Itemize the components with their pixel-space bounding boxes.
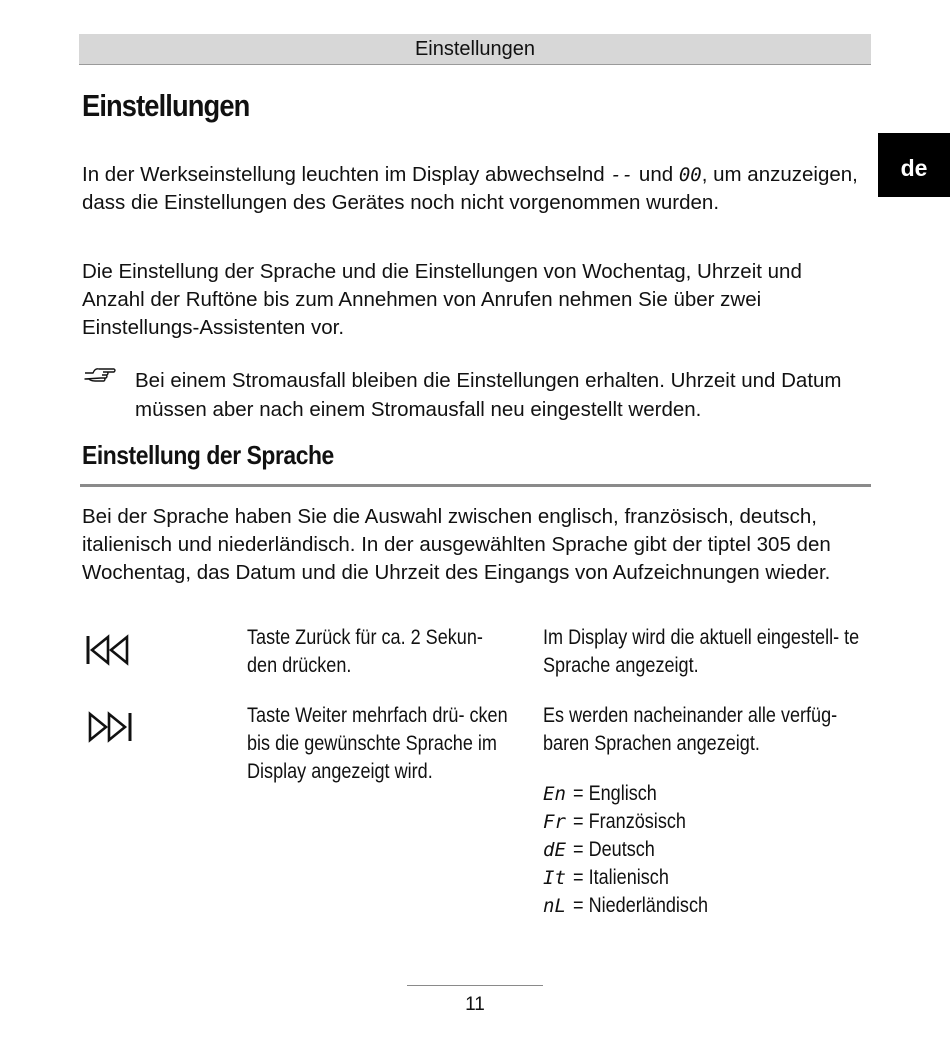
language-code: En bbox=[543, 783, 566, 805]
language-label: = Italienisch bbox=[573, 866, 669, 889]
language-label: = Französisch bbox=[573, 810, 686, 833]
skip-forward-icon bbox=[86, 711, 134, 743]
skip-back-icon bbox=[86, 634, 134, 666]
language-code: dE bbox=[543, 839, 566, 861]
step-forward-action: Taste Weiter mehrfach drü- cken bis die gewünschte Sprache im Display angezeigt wird. bbox=[247, 704, 508, 783]
display-dashes: -- bbox=[610, 164, 634, 186]
list-item bbox=[543, 864, 730, 892]
intro-text-after: , um anzuzeigen, dass die Einstellungen des Gerätes noch nicht vorgenommen wurden. bbox=[82, 163, 858, 214]
assistant-paragraph: Die Einstellung der Sprache und die Einstellungen von Wochentag, Uhrzeit und Anzahl der Ruftöne bis zum Annehmen von Anrufen nehmen Sie über zwei Einstellungs-Assistenten vor. bbox=[82, 260, 802, 339]
list-item bbox=[543, 892, 730, 920]
language-code-list bbox=[543, 780, 730, 920]
language-tab-label: de bbox=[900, 155, 928, 181]
language-code: It bbox=[543, 867, 566, 889]
section-body: Bei der Sprache haben Sie die Auswahl zwischen englisch, französisch, deutsch, italienisch und niederländisch. In der ausgewählten Sprache gibt der tiptel 305 den Wochentag, das Datum und die Uhrzeit des Eingangs von Aufzeichnungen wieder. bbox=[82, 505, 831, 584]
list-item bbox=[543, 780, 730, 808]
language-label: = Englisch bbox=[573, 782, 657, 805]
language-label: = Deutsch bbox=[573, 838, 655, 861]
section-divider bbox=[80, 484, 871, 487]
language-code: nL bbox=[543, 895, 566, 917]
footer-divider bbox=[407, 985, 543, 986]
language-code: Fr bbox=[543, 811, 566, 833]
pointing-hand-icon bbox=[83, 364, 117, 386]
language-tab bbox=[878, 133, 950, 197]
list-item bbox=[543, 808, 730, 836]
list-item bbox=[543, 836, 730, 864]
step-forward-result: Es werden nacheinander alle verfüg- baren Sprachen angezeigt. bbox=[543, 704, 838, 755]
intro-text-mid: und bbox=[633, 163, 679, 186]
intro-paragraph bbox=[82, 161, 862, 217]
page-number: 11 bbox=[465, 994, 485, 1015]
step-back-result: Im Display wird die aktuell eingestell- te Sprache angezeigt. bbox=[543, 626, 860, 677]
power-failure-note: Bei einem Stromausfall bleiben die Einstellungen erhalten. Uhrzeit und Datum müssen aber nach einem Stromausfall neu eingestellt werden. bbox=[135, 369, 842, 421]
display-zeros: 00 bbox=[678, 164, 702, 186]
intro-text-before: In der Werkseinstellung leuchten im Display abwechselnd bbox=[82, 163, 611, 186]
language-label: = Niederländisch bbox=[573, 894, 709, 917]
step-back-action: Taste Zurück für ca. 2 Sekun- den drücken. bbox=[247, 626, 483, 677]
page-title: Einstellungen bbox=[82, 88, 250, 123]
running-header-title: Einstellungen bbox=[414, 38, 536, 60]
running-header bbox=[79, 34, 871, 65]
section-title: Einstellung der Sprache bbox=[82, 440, 334, 470]
